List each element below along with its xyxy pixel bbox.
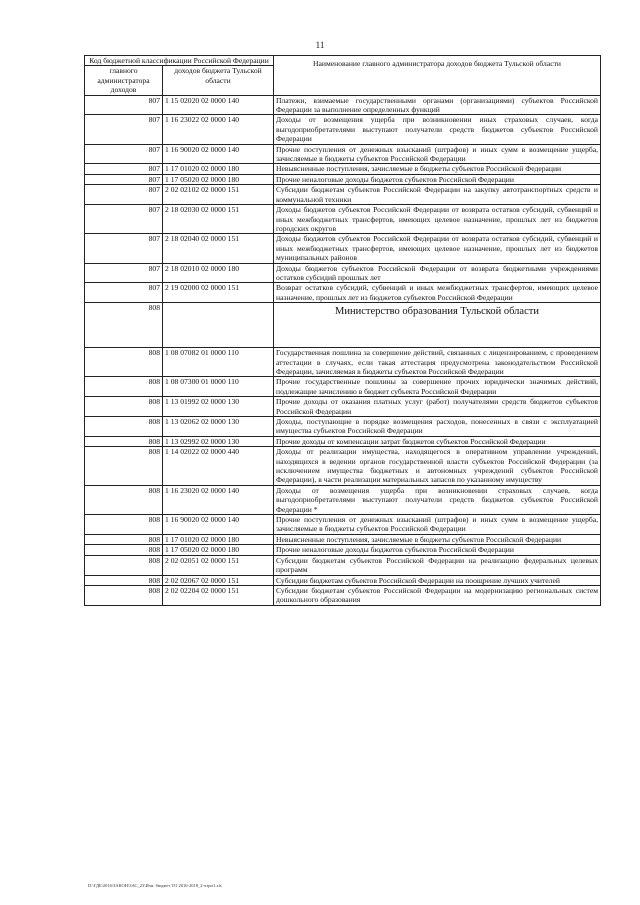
income-code-cell: 1 16 90020 02 0000 140	[163, 144, 274, 164]
income-code-cell: 1 13 02992 02 0000 130	[163, 436, 274, 446]
income-code-cell: 2 02 02102 02 0000 151	[163, 185, 274, 205]
income-name-cell: Прочие неналоговые доходы бюджетов субъектов Российской Федерации	[274, 174, 601, 184]
admin-code-cell: 808	[85, 545, 163, 555]
income-name-cell: Министерство образования Тульской области	[274, 303, 601, 348]
table-row	[85, 436, 601, 446]
income-name-cell: Субсидии бюджетам субъектов Российской Федерации на закупку автотранспортных средств и коммунальной техники	[274, 185, 601, 205]
table-row	[85, 283, 601, 303]
table-row	[85, 377, 601, 397]
budget-classification-table	[84, 55, 601, 606]
income-name-cell: Доходы от возмещения ущерба при возникновении иных страховых случаев, когда выгодоприобретателями выступают получатели средств бюджетов субъектов Российской Федерации	[274, 115, 601, 144]
income-name-cell: Доходы бюджетов субъектов Российской Федерации от возврата остатков субсидий, субвенций и иных межбюджетных трансфертов, имеющих целевое назначение, прошлых лет из бюджетов муниципальных районов	[274, 234, 601, 263]
income-code-cell: 1 16 23020 02 0000 140	[163, 485, 274, 514]
income-name-cell: Прочие поступления от денежных взысканий (штрафов) и иных сумм в возмещение ущерба, зачисляемые в бюджеты субъектов Российской Федерации	[274, 515, 601, 535]
table-row	[85, 417, 601, 437]
table-row	[85, 585, 601, 605]
income-code-cell: 1 15 02020 02 0000 140	[163, 95, 274, 115]
income-name-cell: Доходы бюджетов субъектов Российской Федерации от возврата бюджетными учреждениями остатков субсидий прошлых лет	[274, 263, 601, 283]
income-code-cell: 1 17 05020 02 0000 180	[163, 545, 274, 555]
table-row	[85, 263, 601, 283]
income-code-cell: 1 17 01020 02 0000 180	[163, 164, 274, 174]
table-body	[85, 95, 601, 605]
table-row	[85, 205, 601, 234]
table-row	[85, 348, 601, 377]
income-name-cell: Невыясненные поступления, зачисляемые в бюджеты субъектов Российской Федерации	[274, 534, 601, 544]
income-name-cell: Прочие государственные пошлины за совершение прочих юридически значимых действий, подлежащие зачислению в бюджет субъекта Российской Федерации	[274, 377, 601, 397]
table-row	[85, 534, 601, 544]
admin-code-cell: 808	[85, 303, 163, 348]
income-name-cell: Субсидии бюджетам субъектов Российской Федерации на поощрение лучших учителей	[274, 575, 601, 585]
income-name-cell: Доходы, поступающие в порядке возмещения расходов, понесенных в связи с эксплуатацией имущества субъектов Российской Федерации	[274, 417, 601, 437]
admin-code-cell: 807	[85, 263, 163, 283]
admin-code-cell: 808	[85, 447, 163, 486]
income-name-cell: Субсидии бюджетам субъектов Российской Федерации на реализацию федеральных целевых программ	[274, 555, 601, 575]
income-code-cell: 2 02 02204 02 0000 151	[163, 585, 274, 605]
income-code-cell: 1 08 07300 01 0000 110	[163, 377, 274, 397]
table-row	[85, 447, 601, 486]
income-code-cell: 1 17 05020 02 0000 180	[163, 174, 274, 184]
income-code-cell: 1 13 02062 02 0000 130	[163, 417, 274, 437]
admin-code-cell: 808	[85, 575, 163, 585]
income-name-cell: Возврат остатков субсидий, субвенций и иных межбюджетных трансфертов, имеющих целевое назначение, прошлых лет из бюджетов субъектов Российской Федерации	[274, 283, 601, 303]
admin-code-cell: 807	[85, 95, 163, 115]
admin-code-cell: 808	[85, 348, 163, 377]
income-name-cell: Прочие неналоговые доходы бюджетов субъектов Российской Федерации	[274, 545, 601, 555]
income-code-cell: 1 13 01992 02 0000 130	[163, 397, 274, 417]
income-name-cell: Прочие доходы от компенсации затрат бюджетов субъектов Российской Федерации	[274, 436, 601, 446]
admin-code-cell: 808	[85, 485, 163, 514]
page-number: 11	[315, 40, 325, 50]
income-name-cell: Невыясненные поступления, зачисляемые в бюджеты субъектов Российской Федерации	[274, 164, 601, 174]
table-row	[85, 144, 601, 164]
admin-code-cell: 808	[85, 397, 163, 417]
code-group-header: Код бюджетной классификации Российской Федерации	[85, 56, 274, 66]
income-code-cell: 2 02 02051 02 0000 151	[163, 555, 274, 575]
admin-code-cell: 807	[85, 185, 163, 205]
admin-code-cell: 807	[85, 234, 163, 263]
income-code-cell: 2 19 02000 02 0000 151	[163, 283, 274, 303]
admin-code-cell: 807	[85, 205, 163, 234]
admin-code-cell: 808	[85, 417, 163, 437]
income-name-cell: Государственная пошлина за совершение действий, связанных с лицензированием, с проведением аттестации в случаях, если такая аттестация предусмотрена законодательством Российской Федерации, зачисляемая в бюджеты субъектов Российской Федерации	[274, 348, 601, 377]
admin-code-cell: 808	[85, 436, 163, 446]
table-row	[85, 545, 601, 555]
admin-code-cell: 808	[85, 377, 163, 397]
section-row	[85, 303, 601, 348]
admin-code-cell: 808	[85, 585, 163, 605]
admin-code-cell: 808	[85, 534, 163, 544]
income-code-cell: 1 14 02022 02 0000 440	[163, 447, 274, 486]
table-row	[85, 95, 601, 115]
table-row	[85, 485, 601, 514]
income-code-cell: 1 17 01020 02 0000 180	[163, 534, 274, 544]
income-code-cell	[163, 303, 274, 348]
table-row	[85, 397, 601, 417]
income-name-cell: Субсидии бюджетам субъектов Российской Федерации на модернизацию региональных систем дошкольного образования	[274, 585, 601, 605]
income-code-cell: 1 16 90020 02 0000 140	[163, 515, 274, 535]
table-row	[85, 185, 601, 205]
income-name-cell: Прочие поступления от денежных взысканий (штрафов) и иных сумм в возмещение ущерба, зачисляемые в бюджеты субъектов Российской Федерации	[274, 144, 601, 164]
income-code-cell: 1 16 23022 02 0000 140	[163, 115, 274, 144]
income-code-cell: 1 08 07082 01 0000 110	[163, 348, 274, 377]
admin-code-cell: 807	[85, 164, 163, 174]
income-name-cell: Доходы от возмещения ущерба при возникновении страховых случаев, когда выгодоприобретателями выступают получатели средств бюджетов субъектов Российской Федерации *	[274, 485, 601, 514]
table-row	[85, 234, 601, 263]
admin-code-cell: 807	[85, 283, 163, 303]
file-path-footer: D:\ГДБ\2016\ЗАКОН\ЗАС_23\Изм. бюджет ТО 2016-2018_2-чтрп1.xls	[88, 883, 222, 888]
admin-code-cell: 808	[85, 555, 163, 575]
income-name-cell: Прочие доходы от оказания платных услуг (работ) получателями средств бюджетов субъектов Российской Федерации	[274, 397, 601, 417]
income-name-cell: Платежи, взимаемые государственными органами (организациями) субъектов Российской Федерации за выполнение определенных функций	[274, 95, 601, 115]
income-column-header: доходов бюджета Тульской области	[163, 66, 274, 95]
admin-code-cell: 807	[85, 115, 163, 144]
income-code-cell: 2 02 02067 02 0000 151	[163, 575, 274, 585]
table-row	[85, 555, 601, 575]
table-row	[85, 515, 601, 535]
income-name-cell: Доходы от реализации имущества, находящегося в оперативном управлении учреждений, находящихся в ведении органов государственной власти субъектов Российской Федерации (за исключением имущества бюджетных и автономных учреждений субъектов Российской Федерации), в части реализации материальных запасов по указанному имуществу	[274, 447, 601, 486]
admin-code-cell: 808	[85, 515, 163, 535]
admin-column-header: главного администратора доходов	[85, 66, 163, 95]
income-name-cell: Доходы бюджетов субъектов Российской Федерации от возврата остатков субсидий, субвенций и иных межбюджетных трансфертов, имеющих целевое назначение, прошлых лет из бюджетов городских округов	[274, 205, 601, 234]
income-code-cell: 2 18 02010 02 0000 180	[163, 263, 274, 283]
income-code-cell: 2 18 02040 02 0000 151	[163, 234, 274, 263]
name-column-header: Наименование главного администратора доходов бюджета Тульской области	[274, 56, 601, 96]
table-row	[85, 174, 601, 184]
table-row	[85, 115, 601, 144]
admin-code-cell: 807	[85, 144, 163, 164]
table-row	[85, 575, 601, 585]
admin-code-cell: 807	[85, 174, 163, 184]
table-row	[85, 164, 601, 174]
income-code-cell: 2 18 02030 02 0000 151	[163, 205, 274, 234]
